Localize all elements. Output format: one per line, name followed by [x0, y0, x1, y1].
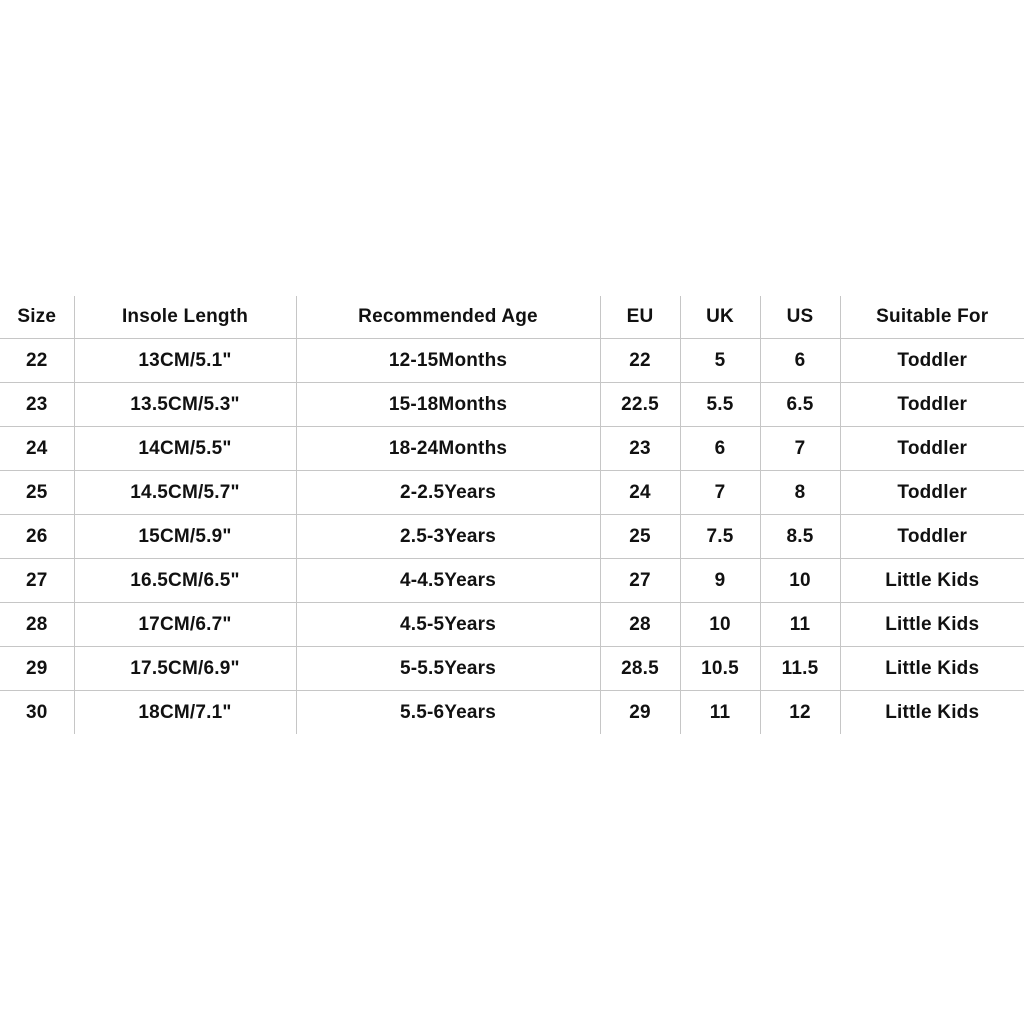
cell-size: 30 — [25, 701, 48, 723]
table-row — [0, 515, 1024, 559]
cell-size: 22 — [0, 339, 74, 383]
cell-recommended-age: 5-5.5Years — [296, 647, 600, 691]
cell-uk: 5.5 — [680, 383, 760, 427]
cell-size: 24 — [0, 427, 74, 471]
cell-uk: 5 — [680, 339, 760, 383]
header-eu: EU — [600, 296, 680, 339]
cell-recommended-age: 4.5-5Years — [296, 603, 600, 647]
cell-suitable-for: Little Kids — [840, 691, 1024, 735]
cell-us: 11.5 — [760, 647, 840, 691]
cell-insole-length: 17.5CM/6.9" — [74, 647, 296, 691]
header-us: US — [760, 296, 840, 339]
cell-size: 29 — [0, 647, 74, 691]
cell-suitable-for: Toddler — [840, 471, 1024, 515]
cell-uk: 9 — [680, 559, 760, 603]
cell-insole-length: 17CM/6.7" — [74, 603, 296, 647]
table-row — [0, 427, 1024, 471]
header-suitable-for: Suitable For — [840, 296, 1024, 339]
cell-recommended-age: 2.5-3Years — [296, 515, 600, 559]
table-row — [0, 383, 1024, 427]
cell-us: 11 — [760, 603, 840, 647]
cell-insole-length: 14.5CM/5.7" — [74, 471, 296, 515]
cell-insole-length: 18CM/7.1" — [74, 691, 296, 735]
cell-uk: 7 — [680, 471, 760, 515]
cell-eu: 22 — [600, 339, 680, 383]
cell-uk: 7.5 — [680, 515, 760, 559]
header-uk: UK — [680, 296, 760, 339]
table-row — [0, 691, 1024, 735]
table-row — [0, 559, 1024, 603]
cell-recommended-age: 4-4.5Years — [296, 559, 600, 603]
cell-suitable-for: Toddler — [840, 427, 1024, 471]
cell-recommended-age: 18-24Months — [296, 427, 600, 471]
cell-uk: 10 — [680, 603, 760, 647]
cell-uk: 6 — [680, 427, 760, 471]
cell-us: 10 — [760, 559, 840, 603]
cell-eu: 28.5 — [600, 647, 680, 691]
cell-size: 27 — [0, 559, 74, 603]
cell-uk: 11 — [680, 691, 760, 735]
header-recommended-age: Recommended Age — [296, 296, 600, 339]
cell-eu: 22.5 — [600, 383, 680, 427]
cell-insole-length: 15CM/5.9" — [74, 515, 296, 559]
table-row — [0, 647, 1024, 691]
cell-eu: 25 — [600, 515, 680, 559]
cell-us: 7 — [760, 427, 840, 471]
cell-recommended-age: 2-2.5Years — [296, 471, 600, 515]
cell-us: 6 — [760, 339, 840, 383]
cell-us: 8.5 — [760, 515, 840, 559]
cell-eu: 28 — [600, 603, 680, 647]
cell-insole-length: 13.5CM/5.3" — [74, 383, 296, 427]
size-chart-table — [0, 296, 1024, 734]
cell-suitable-for: Toddler — [840, 383, 1024, 427]
table-row — [0, 339, 1024, 383]
header-size: Size — [0, 296, 74, 339]
cell-size: 25 — [0, 471, 74, 515]
cell-eu: 23 — [600, 427, 680, 471]
cell-recommended-age: 15-18Months — [296, 383, 600, 427]
cell-recommended-age: 12-15Months — [296, 339, 600, 383]
cell-eu: 27 — [600, 559, 680, 603]
cell-eu: 29 — [600, 691, 680, 735]
cell-size: 23 — [0, 383, 74, 427]
cell-us: 8 — [760, 471, 840, 515]
cell-suitable-for: Toddler — [840, 339, 1024, 383]
table-row — [0, 603, 1024, 647]
cell-suitable-for: Little Kids — [840, 603, 1024, 647]
table-row — [0, 471, 1024, 515]
cell-insole-length: 14CM/5.5" — [74, 427, 296, 471]
cell-suitable-for: Little Kids — [840, 647, 1024, 691]
cell-suitable-for: Little Kids — [840, 559, 1024, 603]
cell-eu: 24 — [600, 471, 680, 515]
cell-uk: 10.5 — [680, 647, 760, 691]
cell-us: 6.5 — [760, 383, 840, 427]
cell-size: 26 — [0, 515, 74, 559]
cell-us: 12 — [760, 691, 840, 735]
cell-recommended-age: 5.5-6Years — [296, 691, 600, 735]
cell-suitable-for: Toddler — [840, 515, 1024, 559]
cell-insole-length: 16.5CM/6.5" — [74, 559, 296, 603]
header-insole-length: Insole Length — [74, 296, 296, 339]
cell-size: 28 — [0, 603, 74, 647]
cell-insole-length: 13CM/5.1" — [74, 339, 296, 383]
header-row — [0, 296, 1024, 339]
